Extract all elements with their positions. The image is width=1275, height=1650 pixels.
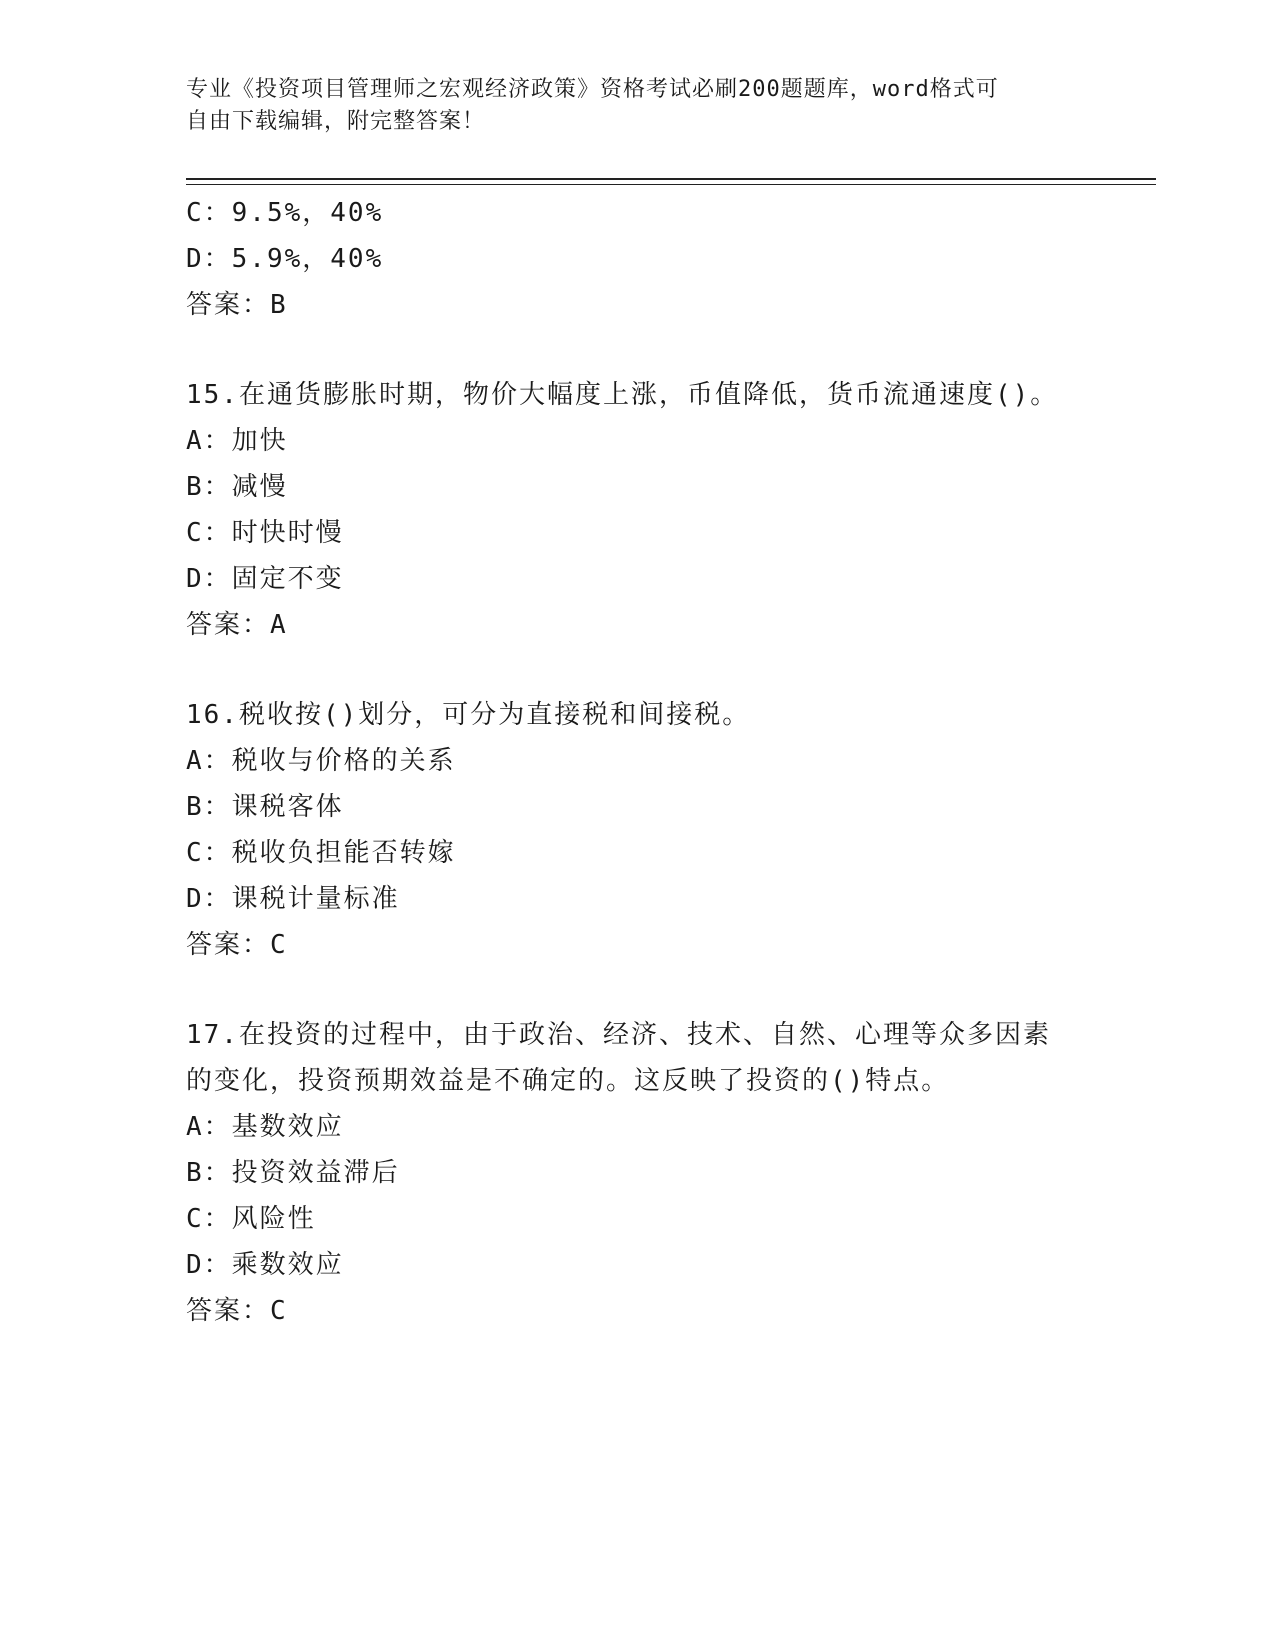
answer-line: 答案：C: [186, 930, 288, 960]
header-rule-thin: [186, 184, 1156, 185]
option-b: B：减慢: [186, 472, 288, 502]
option-c: C：风险性: [186, 1204, 316, 1234]
spacer: [186, 648, 1086, 692]
option-c: C：税收负担能否转嫁: [186, 838, 456, 868]
option-b: B：课税客体: [186, 792, 344, 822]
option-a: A：税收与价格的关系: [186, 746, 456, 776]
header-line-1: 专业《投资项目管理师之宏观经济政策》资格考试必刷200题题库，word格式可: [186, 77, 999, 102]
spacer: [186, 328, 1086, 372]
question-text-line-1: 17.在投资的过程中，由于政治、经济、技术、自然、心理等众多因素: [186, 1020, 1051, 1050]
answer-line: 答案：C: [186, 1296, 288, 1326]
option-c: C：时快时慢: [186, 518, 344, 548]
option-d: D：固定不变: [186, 564, 344, 594]
question-text-line-2: 的变化，投资预期效益是不确定的。这反映了投资的()特点。: [186, 1066, 950, 1096]
header-line-2: 自由下载编辑，附完整答案！: [186, 109, 486, 134]
option-a: A：基数效应: [186, 1112, 344, 1142]
question-text: 16.税收按()划分，可分为直接税和间接税。: [186, 700, 751, 730]
question-text: 15.在通货膨胀时期，物价大幅度上涨，币值降低，货币流通速度()。: [186, 380, 1059, 410]
option-a: A：加快: [186, 426, 288, 456]
option-d: D：课税计量标准: [186, 884, 400, 914]
question-content: [186, 190, 1086, 1334]
option-d: D：5.9%，40%: [186, 244, 384, 274]
document-header: [186, 74, 1066, 138]
option-c: C：9.5%，40%: [186, 198, 384, 228]
answer-line: 答案：B: [186, 290, 288, 320]
option-b: B：投资效益滞后: [186, 1158, 400, 1188]
spacer: [186, 968, 1086, 1012]
answer-line: 答案：A: [186, 610, 288, 640]
header-rule-thick: [186, 178, 1156, 180]
option-d: D：乘数效应: [186, 1250, 344, 1280]
